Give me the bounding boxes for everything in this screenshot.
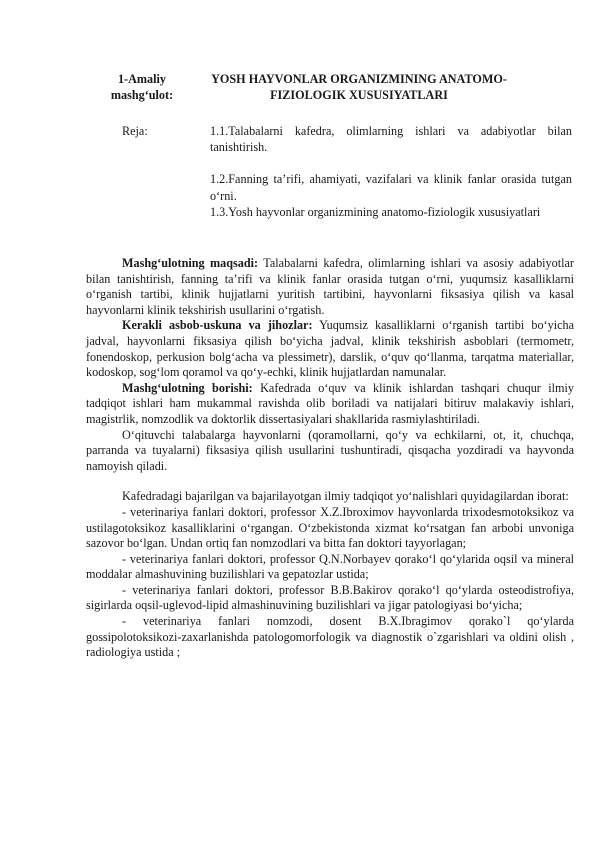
lesson-title: YOSH HAYVONLAR ORGANIZMINING ANATOMO-FIZIOLOGIK XUSUSIYATLARI (211, 72, 507, 102)
procedure-paragraph (86, 381, 574, 428)
procedure-text: Kafedrada o‘quv va klinik ishlardan tashqari chuqur ilmiy tadqiqot ishlari ham mukammal ravishda olib boriladi va natijalari bitiruv malakaviy ishlari, magistrlik, nomzodlik va doktorlik dissertasiyalari shakllarida rasmiylashtiriladi. (86, 380, 574, 426)
equipment-lead: Kerakli asbob-uskuna va jihozlar: (122, 318, 313, 333)
lesson-number: 1-Amaliy mashg‘ulot: (110, 72, 174, 102)
plan-item: 1.3.Yosh hayvonlar organizmining anatomo-fiziologik xususiyatlari (210, 204, 541, 219)
goal-lead: Mashg‘ulotning maqsadi: (122, 256, 259, 270)
plan-item: 1.2.Fanning ta’rifi, ahamiyati, vazifalari va klinik fanlar orasida tutgan o‘rni. (210, 172, 572, 203)
goal-text: Talabalarni kafedra, olimlarning ishlari va asosiy adabiyotlar bilan tanishtirish, fanning ta’rifi va klinik fanlar orasida tutgan o‘rni, yuqumsiz kasalliklarni o‘rganish tartibi, klinik hujjatlarni yuritish tartibini, hayvonlarni fiksasiya qilish va kasal hayvonlarni klinik tekshirish usullarini o‘rgatish. (86, 256, 574, 317)
research-item: - veterinariya fanlari nomzodi, dosent B.X.Ibragimov qorako`l qo‘ylarda gossipolotoksikozi-zaxarlanishda patologomorfologik va diagnostik o`zgarishlari va oldini olish , radiologiya ustida ; (86, 614, 574, 660)
plan-items (210, 123, 572, 220)
procedure-lead: Mashg‘ulotning borishi: (122, 380, 253, 395)
lesson-plan (122, 123, 572, 220)
plan-item: 1.1.Talabalarni kafedra, olimlarning ishlari va adabiyotlar bilan tanishtirish. (210, 124, 572, 155)
research-item: - veterinariya fanlari doktori, professor B.B.Bakirov qorako‘l qo‘ylarda osteodistrofiya, sigirlarda oqsil-uglevod-lipid almashinuvining buzilishlari va jigar patologiyasi bo‘yicha; (86, 582, 574, 613)
research-item: - veterinariya fanlari doktori, professor X.Z.Ibroximov hayvonlarda trixodesmotoksikoz va ustilagotoksikoz kasalliklarini o‘rgangan. O‘zbekistonda xizmat ko‘rsatgan fan arbobi unvoniga sazovor bo‘lgan. Undan ortiq fan nomzodlari va bitta fan doktori tayyorlagan; (86, 504, 574, 551)
plan-label: Reja: (122, 124, 148, 138)
teacher-paragraph: O‘qituvchi talabalarga hayvonlarni (qoramollarni, qo‘y va echkilarni, ot, it, chuchqa, parranda va tuyalarni) fiksasiya qilish usullarini tushuntiradi, qisqacha yozdiradi va hayvonda namoyish qiladi. (86, 427, 574, 473)
document-body (86, 256, 574, 661)
lesson-header (96, 71, 520, 103)
research-item: - veterinariya fanlari doktori, professor Q.N.Norbayev qorako‘l qo‘ylarida oqsil va mineral moddalar almashuvining buzilishlari va gepatozlar ustida; (86, 551, 574, 582)
goal-paragraph (86, 256, 574, 318)
equipment-paragraph (86, 318, 574, 380)
research-intro: Kafedradagi bajarilgan va bajarilayotgan ilmiy tadqiqot yo‘nalishlari quyidagilardan iborat: (122, 489, 569, 504)
equipment-text: Yuqumsiz kasalliklarni o‘rganish tartibi bo‘yicha jadval, hayvonlarni fiksasiya qilish bo‘yicha jadval, klinik tekshirish asboblari (termometr, fonendoskop, perkusion bolg‘acha va plessimetr), darslik, o‘quv qo‘llanma, tarqatma materiallar, kodoskop, sog‘lom qoramol va qo‘y-echki, klinik hujjatlardan namunalar. (86, 318, 574, 380)
